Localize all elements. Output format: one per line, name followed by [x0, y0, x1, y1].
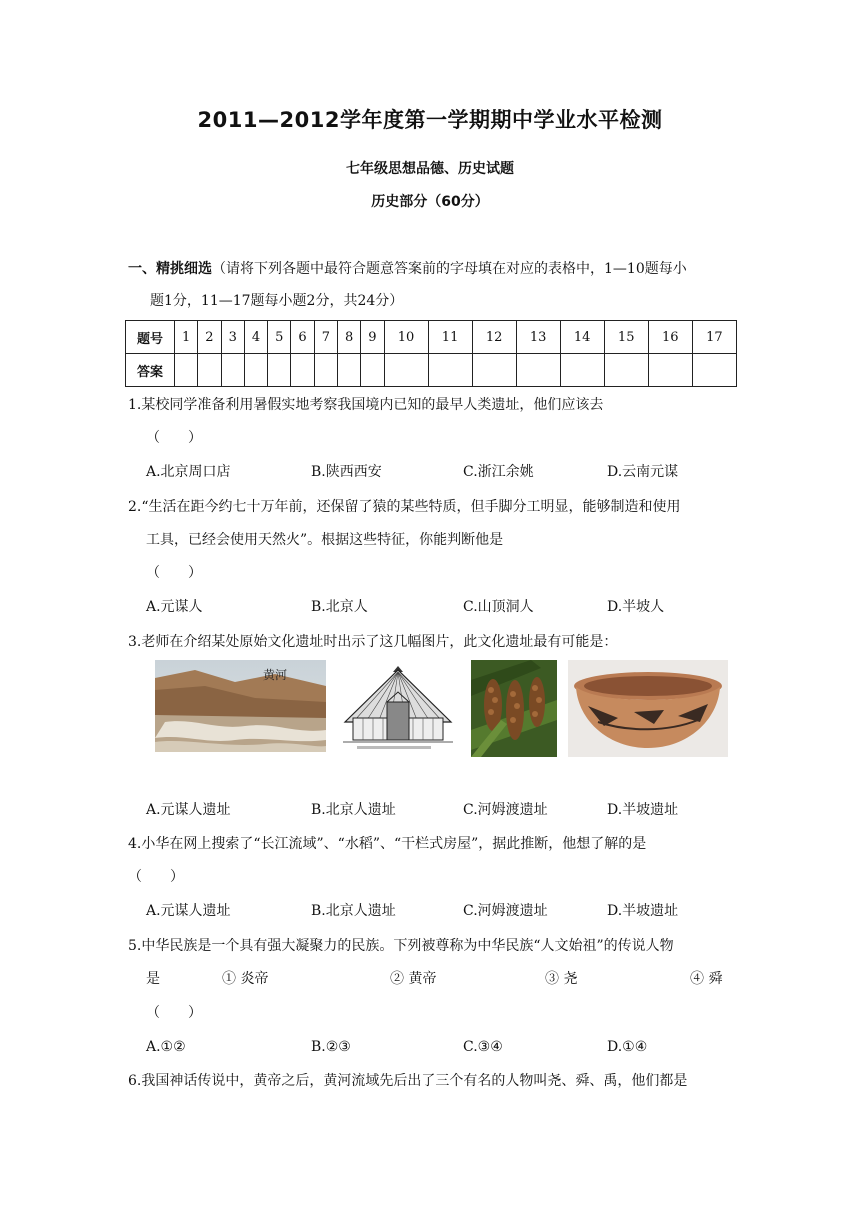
- q3-option-d: D.半坡遗址: [607, 802, 679, 818]
- answer-cell[interactable]: [692, 354, 736, 387]
- yellow-river-label: 黄河: [263, 668, 288, 682]
- q3-option-b: B.北京人遗址: [311, 802, 396, 818]
- question-number-cell: 3: [221, 321, 244, 354]
- row-label-answer: 答案: [126, 354, 175, 387]
- q5-stem: 5.中华民族是一个具有强大凝聚力的民族。下列被尊称为中华民族“人文始祖”的传说人物: [128, 938, 674, 954]
- q5-blank: （ ）: [146, 1005, 202, 1021]
- q5-option-c: C.③④: [463, 1039, 503, 1055]
- q3-stem: 3.老师在介绍某处原始文化遗址时出示了这几幅图片，此文化遗址最有可能是：: [128, 634, 618, 650]
- q1-option-c: C.浙江余姚: [463, 464, 534, 480]
- q4-option-a: A.元谋人遗址: [146, 903, 231, 919]
- question-number-cell: 11: [428, 321, 472, 354]
- question-number-cell: 6: [291, 321, 314, 354]
- question-number-cell: 10: [384, 321, 428, 354]
- q2-option-c: C.山顶洞人: [463, 599, 534, 615]
- q1-blank: （ ）: [146, 430, 202, 446]
- answer-cell[interactable]: [604, 354, 648, 387]
- section1-heading: [128, 259, 687, 279]
- q5-option-a: A.①②: [146, 1039, 186, 1055]
- millet-photo: [471, 660, 557, 757]
- answer-cell[interactable]: [268, 354, 291, 387]
- q5-option-b: B.②③: [311, 1039, 351, 1055]
- answer-cell[interactable]: [221, 354, 244, 387]
- exam-part: 历史部分（60分）: [371, 194, 489, 210]
- answer-cell[interactable]: [560, 354, 604, 387]
- section1-title: 一、精挑细选: [128, 261, 212, 277]
- q2-option-b: B.北京人: [311, 599, 368, 615]
- question-number-cell: 7: [314, 321, 337, 354]
- row-label-number: 题号: [126, 321, 175, 354]
- answer-cell[interactable]: [291, 354, 314, 387]
- q5-item-1: ① 炎帝: [222, 971, 269, 987]
- q4-option-b: B.北京人遗址: [311, 903, 396, 919]
- pottery-basin-photo: [568, 660, 728, 757]
- q2-option-d: D.半坡人: [607, 599, 665, 615]
- q4-blank: （ ）: [128, 869, 184, 885]
- question-number-cell: 1: [175, 321, 198, 354]
- section1-instruction-2: 题1分，11—17题每小题2分，共24分）: [150, 293, 404, 309]
- answer-cell[interactable]: [198, 354, 221, 387]
- answer-cell[interactable]: [428, 354, 472, 387]
- question-number-cell: 14: [560, 321, 604, 354]
- q5-is: 是: [146, 971, 160, 987]
- answer-cell[interactable]: [337, 354, 360, 387]
- question-number-cell: 15: [604, 321, 648, 354]
- q1-option-b: B.陕西西安: [311, 464, 382, 480]
- q3-option-c: C.河姆渡遗址: [463, 802, 548, 818]
- answer-cell[interactable]: [472, 354, 516, 387]
- q2-option-a: A.元谋人: [146, 599, 203, 615]
- q5-item-3: ③ 尧: [545, 971, 578, 987]
- question-number-cell: 9: [361, 321, 384, 354]
- question-number-cell: 4: [244, 321, 267, 354]
- question-number-cell: 12: [472, 321, 516, 354]
- exam-subtitle: 七年级思想品德、历史试题: [346, 161, 514, 177]
- question-number-cell: 2: [198, 321, 221, 354]
- q4-option-c: C.河姆渡遗址: [463, 903, 548, 919]
- answer-cell[interactable]: [244, 354, 267, 387]
- table-row: [126, 321, 737, 354]
- q5-option-d: D.①④: [607, 1039, 648, 1055]
- q5-item-4: ④ 舜: [690, 971, 723, 987]
- q2-blank: （ ）: [146, 565, 202, 581]
- answer-cell[interactable]: [175, 354, 198, 387]
- exam-title: 2011—2012学年度第一学期期中学业水平检测: [197, 108, 663, 132]
- answer-cell[interactable]: [314, 354, 337, 387]
- q6-stem: 6.我国神话传说中，黄帝之后，黄河流域先后出了三个有名的人物叫尧、舜、禹，他们都是: [128, 1073, 688, 1089]
- answer-cell[interactable]: [648, 354, 692, 387]
- q4-option-d: D.半坡遗址: [607, 903, 679, 919]
- q1-option-a: A.北京周口店: [146, 464, 231, 480]
- thatched-hut-drawing: [337, 662, 459, 754]
- question-number-cell: 17: [692, 321, 736, 354]
- q3-option-a: A.元谋人遗址: [146, 802, 231, 818]
- q2-stem-2: 工具，已经会使用天然火”。根据这些特征，你能判断他是: [146, 532, 504, 548]
- question-number-cell: 13: [516, 321, 560, 354]
- q1-option-d: D.云南元谋: [607, 464, 679, 480]
- question-number-cell: 5: [268, 321, 291, 354]
- q5-item-2: ② 黄帝: [390, 971, 437, 987]
- section1-instruction-1: （请将下列各题中最符合题意答案前的字母填在对应的表格中，1—10题每小: [212, 261, 687, 277]
- q2-stem-1: 2.“生活在距今约七十万年前，还保留了猿的某些特质，但手脚分工明显，能够制造和使用: [128, 499, 681, 515]
- yellow-river-photo: [155, 660, 326, 752]
- q1-stem: 1.某校同学准备利用暑假实地考察我国境内已知的最早人类遗址，他们应该去: [128, 397, 604, 413]
- answer-cell[interactable]: [361, 354, 384, 387]
- answer-cell[interactable]: [384, 354, 428, 387]
- question-number-cell: 16: [648, 321, 692, 354]
- q4-stem: 4.小华在网上搜索了“长江流域”、“水稻”、“干栏式房屋”，据此推断，他想了解的是: [128, 836, 647, 852]
- answer-table: [125, 320, 737, 387]
- answer-cell[interactable]: [516, 354, 560, 387]
- question-number-cell: 8: [337, 321, 360, 354]
- table-row: [126, 354, 737, 387]
